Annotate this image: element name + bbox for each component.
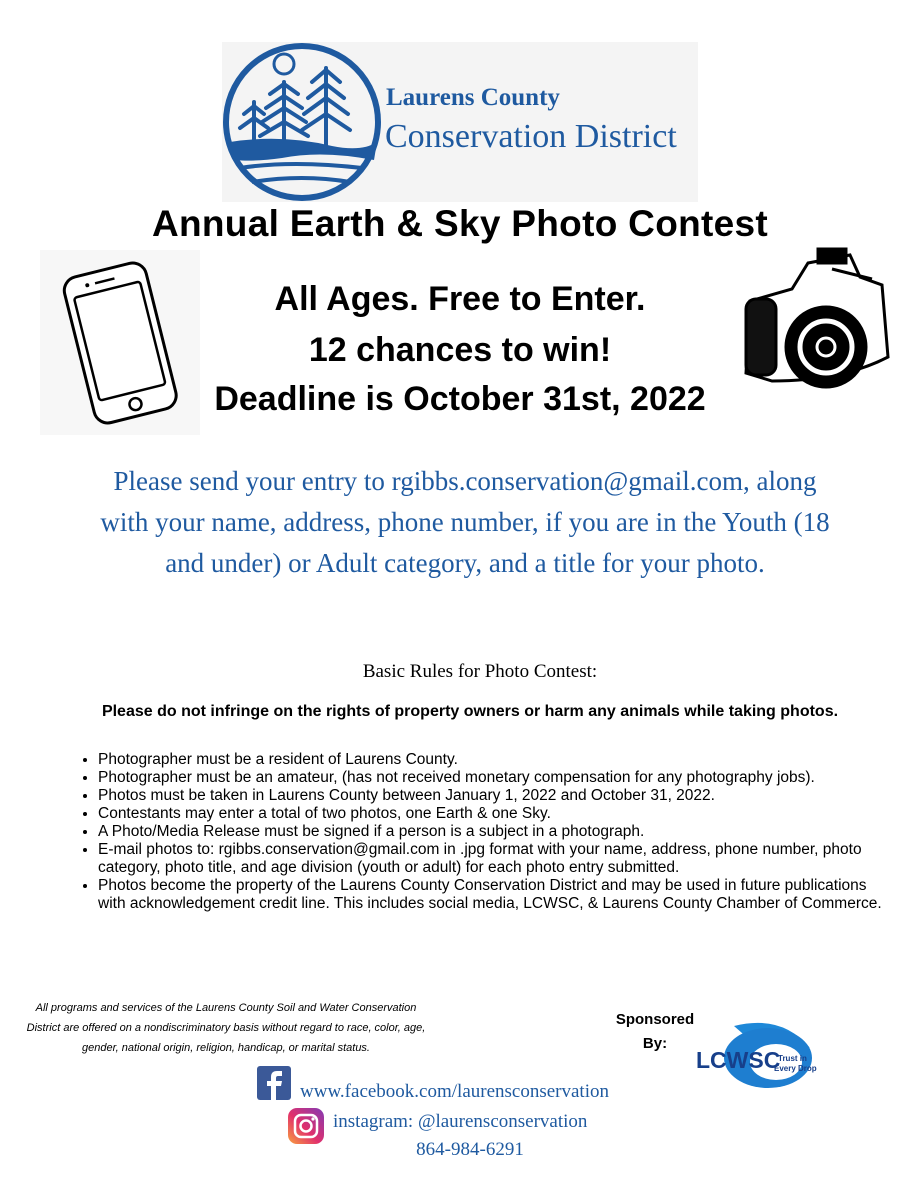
sponsored-line-1: Sponsored — [615, 1011, 695, 1028]
entry-instructions: Please send your entry to rgibbs.conservation@gmail.com, along with your name, address, phone number, if you are in the Youth (18 and under) or Adult category, and a title for your photo. — [100, 466, 830, 578]
lcwsc-logo — [692, 1018, 822, 1092]
camera-illustration — [732, 245, 892, 395]
camera-icon — [732, 245, 892, 395]
logo-line-1: Laurens County — [386, 84, 560, 111]
contact-phone[interactable]: 864-984-6291 — [416, 1139, 524, 1160]
lcwsc-tagline-1: Trust in — [778, 1054, 807, 1063]
facebook-link[interactable]: www.facebook.com/laurensconservation — [300, 1081, 609, 1102]
rule-item: • A Photo/Media Release must be signed if a person is a subject in a photograph. — [98, 823, 898, 841]
lcwsc-wordmark: LCWSC — [696, 1047, 781, 1073]
rules-heading: Basic Rules for Photo Contest: — [362, 661, 598, 682]
rule-item: • Photos must be taken in Laurens County between January 1, 2022 and October 31, 2022. — [98, 787, 898, 805]
facebook-icon[interactable] — [257, 1066, 291, 1100]
rule-item: • E-mail photos to: rgibbs.conservation@gmail.com in .jpg format with your name, address, phone number, photo category, photo title, and age division (youth or adult) for each photo entry submitted. — [98, 841, 898, 877]
lcwsc-tagline-2: Every Drop — [774, 1064, 817, 1073]
rule-item: • Photos become the property of the Laurens County Conservation District and may be used in future publications with acknowledgement credit line. This includes social media, LCWSC, & Laurens County Chamber of Commerce. — [98, 877, 898, 913]
rule-item: • Contestants may enter a total of two photos, one Earth & one Sky. — [98, 805, 898, 823]
headline-ages: All Ages. Free to Enter. — [274, 280, 646, 318]
rules-list — [66, 751, 898, 913]
rule-item: • Photographer must be an amateur, (has not received monetary compensation for any photography jobs). — [98, 769, 898, 787]
instagram-link[interactable]: instagram: @laurensconservation — [333, 1111, 588, 1132]
headline-deadline: Deadline is October 31st, 2022 — [214, 380, 706, 418]
logo-line-2: Conservation District — [385, 118, 677, 155]
nondiscrimination-disclaimer: All programs and services of the Laurens County Soil and Water Conservation District are offered on a nondiscriminatory basis without regard to race, color, age, gender, national origin, religion, handicap, or marital status. — [26, 1002, 426, 1054]
rules-warning: Please do not infringe on the rights of property owners or harm any animals while taking photos. — [101, 703, 839, 720]
headline-chances: 12 chances to win! — [308, 331, 612, 369]
sponsored-line-2: By: — [642, 1035, 668, 1052]
rule-item: • Photographer must be a resident of Laurens County. — [98, 751, 898, 769]
lcwsc-drop-icon — [692, 1018, 822, 1092]
contest-title: Annual Earth & Sky Photo Contest — [151, 203, 769, 244]
